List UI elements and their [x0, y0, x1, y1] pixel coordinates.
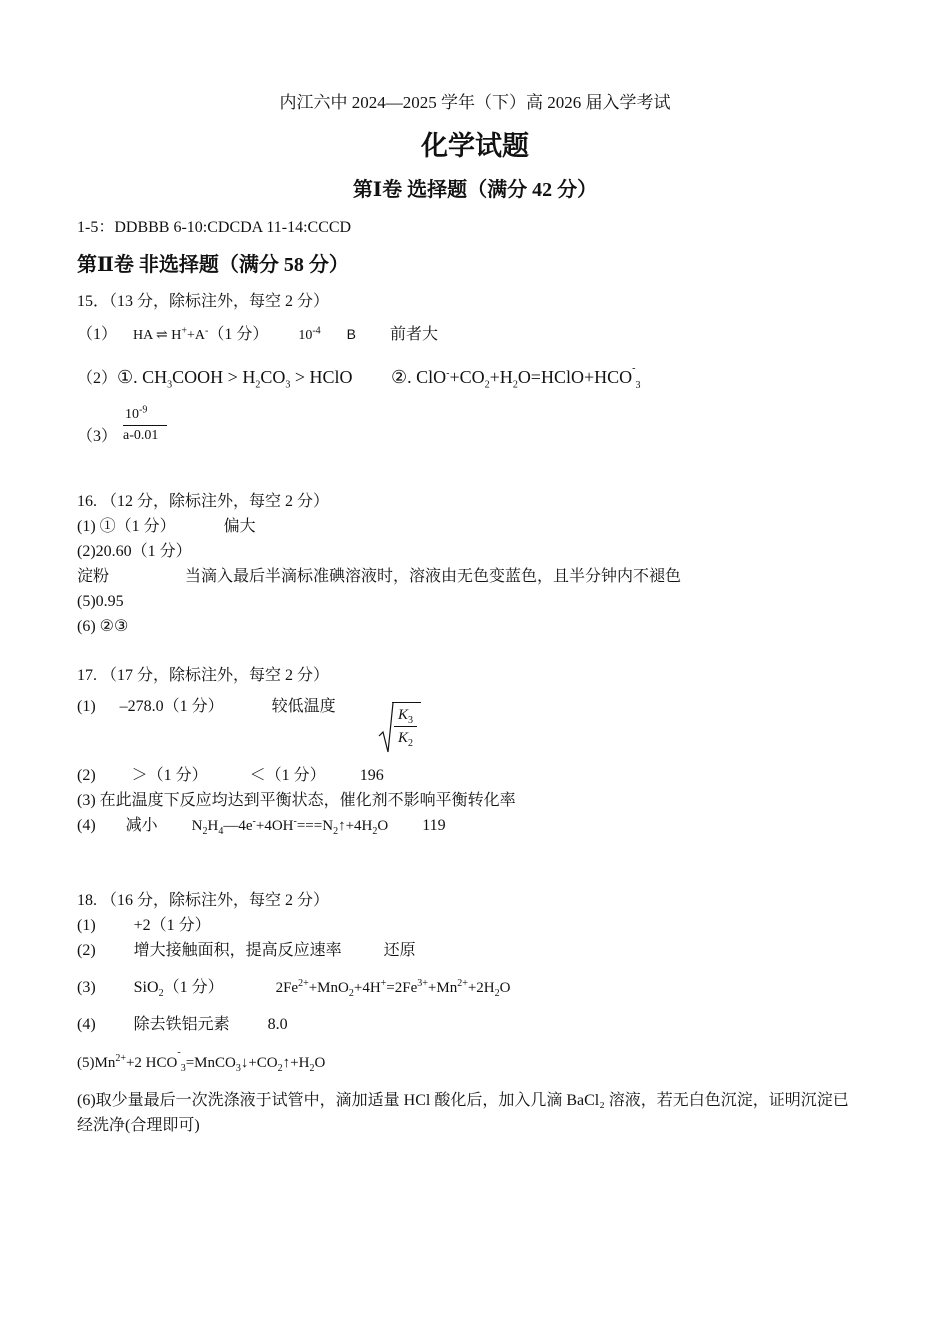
q18-header: 18. （16 分，除标注外，每空 2 分） — [77, 892, 330, 909]
q16-line1: (1) ①（1 分） 偏大 — [77, 518, 256, 535]
q15-header: 15．（13 分，除标注外，每空 2 分） — [77, 293, 330, 310]
q18-ionic-equation: $2Fe^{2+}+MnO_2+4H^+=2Fe^{3+}+Mn^{2+}+2H_2O$ — [275, 978, 511, 999]
q18-line6a: (6)取少量最后一次洗涤液于试管中，滴加适量 HCl 酸化后，加入几滴 BaCl₂ 溶液，若无白色沉淀，证明沉淀已 — [77, 1092, 849, 1109]
q17-line1: (1) –278.0（1 分） 较低温度 — [77, 698, 336, 715]
q15-p3-fraction: $\frac{10^{-9}}{a-0.01}$ — [123, 405, 167, 446]
q18-line4: (4) 除去铁铝元素 8.0 — [77, 1016, 288, 1033]
q15-p1-ka: $10^{-4}$ — [298, 325, 321, 343]
q17-sqrt-k: $\frac{K_3}{K_2}$ — [378, 702, 421, 756]
page-title: 化学试题 — [421, 131, 529, 161]
q18-line1: (1) +2（1 分） — [77, 917, 211, 934]
q16-line3: 淀粉 当滴入最后半滴标准碘溶液时，溶液由无色变蓝色，且半分钟内不褪色 — [77, 568, 682, 585]
school-line: 内江六中 2024—2025 学年（下）高 2026 届入学考试 — [279, 93, 671, 112]
q17-line3: (3) 在此温度下反应均达到平衡状态，催化剂不影响平衡转化率 — [77, 792, 516, 809]
q17-electrode-equation: $N_2H_4—4e^-+4OH^-===N_2↑+4H_2O$ — [191, 816, 389, 837]
q15-p1-compare: 前者大 — [390, 326, 439, 343]
q18-line5: $(5)Mn^{2+}+2$ $HCO_{^-3}=MnCO_3↓+CO_2↑+H_2O$ — [77, 1046, 326, 1074]
q17-line4: (4) 减小 $N_2H_4—4e^-+4OH^-===N_2↑+4H_2O$ 119 — [77, 816, 446, 837]
q16-header: 16. （12 分，除标注外，每空 2 分） — [77, 493, 330, 510]
q15-p1-equilibrium: HA ⇌ H++A- — [133, 325, 209, 343]
q16-line2: (2)20.60（1 分） — [77, 543, 192, 560]
q18-line3: (3) SiO$_2$（1 分） $2Fe^{2+}+MnO_2+4H^+=2Fe^{3+}+Mn^{2+}+2H_2O$ — [77, 978, 511, 1000]
q15-p3-label: （3） — [77, 428, 118, 446]
part1-answers: 1-5：DDBBB 6-10:CDCDA 11-14:CCCD — [77, 219, 352, 236]
q16-line4: (5)0.95 — [77, 593, 124, 610]
q17-line2: (2) ＞（1 分） ＜（1 分） 196 — [77, 767, 384, 784]
q15-part2: （2）①. $CH_3COOH > H_2CO_3$ > HClO ②. $ClO^-+CO_2+H_2O=HClO+HCO_{^-3}$ — [77, 363, 641, 391]
q15-p2-label: （2） — [77, 370, 118, 387]
q15-p1-label: （1） — [77, 326, 118, 343]
q15-p1-choice: B — [346, 326, 357, 342]
q15-p2-equation: $ClO^-+CO_2+H_2O=HClO+HCO_{^-3}$ — [416, 363, 641, 391]
q18-line6b: 经洗净(合理即可) — [77, 1117, 200, 1134]
q18-line2: (2) 增大接触面积，提高反应速率 还原 — [77, 942, 416, 959]
q16-line5: (6) ②③ — [77, 618, 129, 635]
q15-part3 — [77, 405, 165, 451]
part2-heading: 第Ⅱ卷 非选择题（满分 58 分） — [77, 254, 349, 276]
q15-part1: （1） HA ⇌ H++A-（1 分） $10^{-4}$ B 前者大 — [77, 325, 439, 343]
q15-p2-acid-order: $CH_3COOH > H_2CO_3$ > HClO — [142, 367, 353, 391]
q17-header: 17. （17 分，除标注外，每空 2 分） — [77, 667, 330, 684]
part1-heading: 第Ⅰ卷 选择题（满分 42 分） — [352, 179, 598, 201]
